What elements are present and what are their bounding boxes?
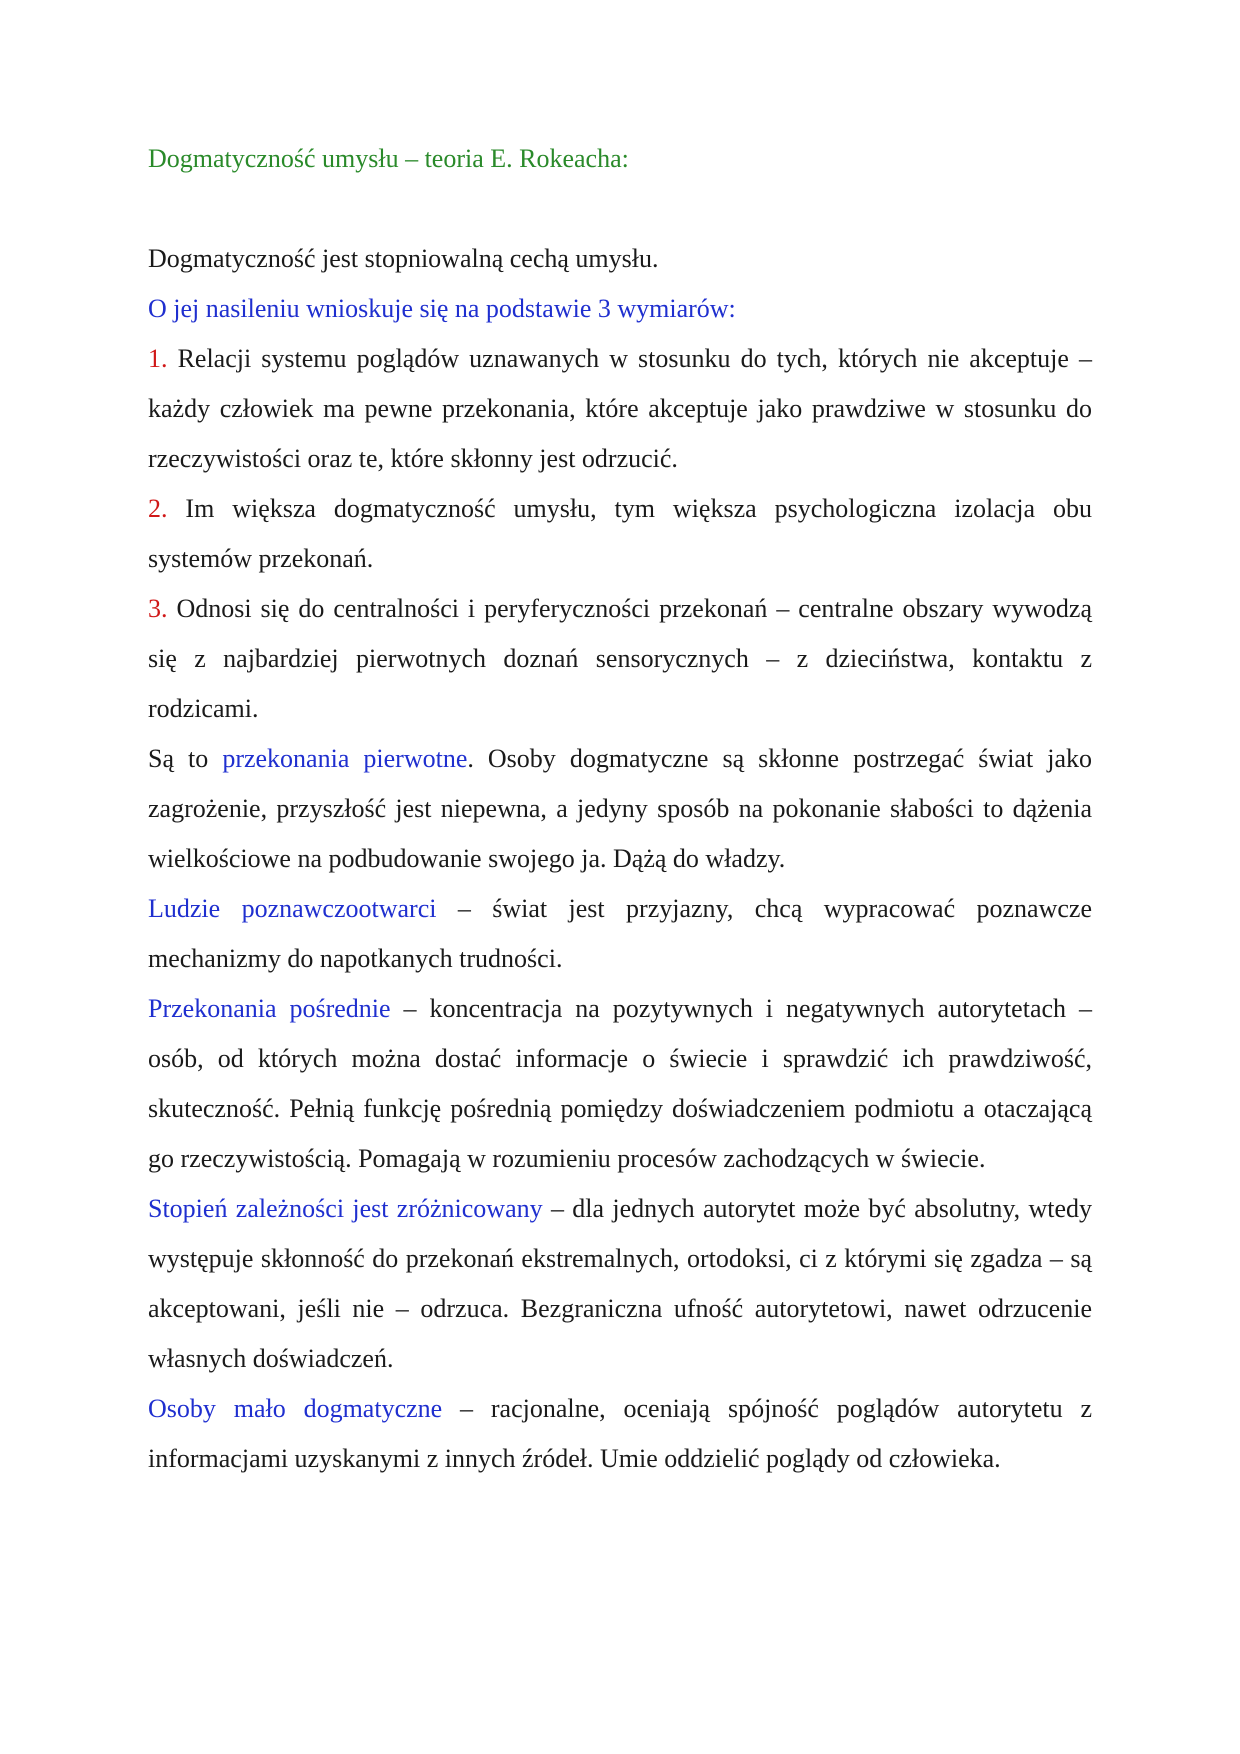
intermediate-term: Przekonania pośrednie — [148, 994, 391, 1023]
document-page — [148, 134, 1092, 1484]
list-item — [148, 334, 1092, 484]
item-number: 2. — [148, 494, 168, 523]
intermediate-text: – koncentracja na pozytywnych i negatywnych autorytetach – osób, od których można dostać informacje o świecie i sprawdzić ich prawdziwość, skuteczność. Pełnią funkcję pośrednią pomiędzy doświadczeniem podmiotu a otaczającą go rzeczywistością. Pomagają w rozumieniu procesów zachodzących w świecie. — [148, 994, 1092, 1173]
dependence-paragraph — [148, 1184, 1092, 1384]
item-number: 1. — [148, 344, 168, 373]
low-dogmatic-term: Osoby mało dogmatyczne — [148, 1394, 443, 1423]
low-dogmatic-paragraph — [148, 1384, 1092, 1484]
item-text: Im większa dogmatyczność umysłu, tym większa psychologiczna izolacja obu systemów przekonań. — [148, 494, 1092, 573]
item-number: 3. — [148, 594, 168, 623]
primary-term: przekonania pierwotne — [222, 744, 468, 773]
dependence-text: – dla jednych autorytet może być absolutny, wtedy występuje skłonność do przekonań ekstremalnych, ortodoksi, ci z którymi się zgadza – są akceptowani, jeśli nie – odrzuca. Bezgraniczna ufność autorytetowi, nawet odrzucenie własnych doświadczeń. — [148, 1194, 1093, 1373]
dimensions-heading: O jej nasileniu wnioskuje się na podstawie 3 wymiarów: — [148, 294, 736, 323]
primary-beliefs-paragraph — [148, 734, 1092, 884]
item-text: Relacji systemu poglądów uznawanych w stosunku do tych, których nie akceptuje – każdy człowiek ma pewne przekonania, które akceptuje jako prawdziwe w stosunku do rzeczywistości oraz te, które skłonny jest odrzucić. — [148, 344, 1092, 473]
primary-text: . Osoby dogmatyczne są skłonne postrzegać świat jako zagrożenie, przyszłość jest niepewna, a jedyny sposób na pokonanie słabości to dążenia wielkościowe na podbudowanie swojego ja. Dążą do władzy. — [148, 744, 1092, 873]
item-text: Odnosi się do centralności i peryferyczności przekonań – centralne obszary wywodzą się z najbardziej pierwotnych doznań sensorycznych – z dzieciństwa, kontaktu z rodzicami. — [148, 594, 1092, 723]
dependence-term: Stopień zależności jest zróżnicowany — [148, 1194, 543, 1223]
intro-paragraph: Dogmatyczność jest stopniowalną cechą umysłu. — [148, 244, 659, 273]
open-minded-text: – świat jest przyjazny, chcą wypracować poznawcze mechanizmy do napotkanych trudności. — [148, 894, 1092, 973]
open-minded-term: Ludzie poznawczootwarci — [148, 894, 437, 923]
list-item — [148, 484, 1092, 584]
primary-lead: Są to — [148, 744, 223, 773]
document-title: Dogmatyczność umysłu – teoria E. Rokeacha: — [148, 144, 629, 173]
list-item — [148, 584, 1092, 734]
low-dogmatic-text: – racjonalne, oceniają spójność poglądów autorytetu z informacjami uzyskanymi z innych źródeł. Umie oddzielić poglądy od człowieka. — [148, 1394, 1092, 1473]
open-minded-paragraph — [148, 884, 1092, 984]
intermediate-beliefs-paragraph — [148, 984, 1092, 1184]
